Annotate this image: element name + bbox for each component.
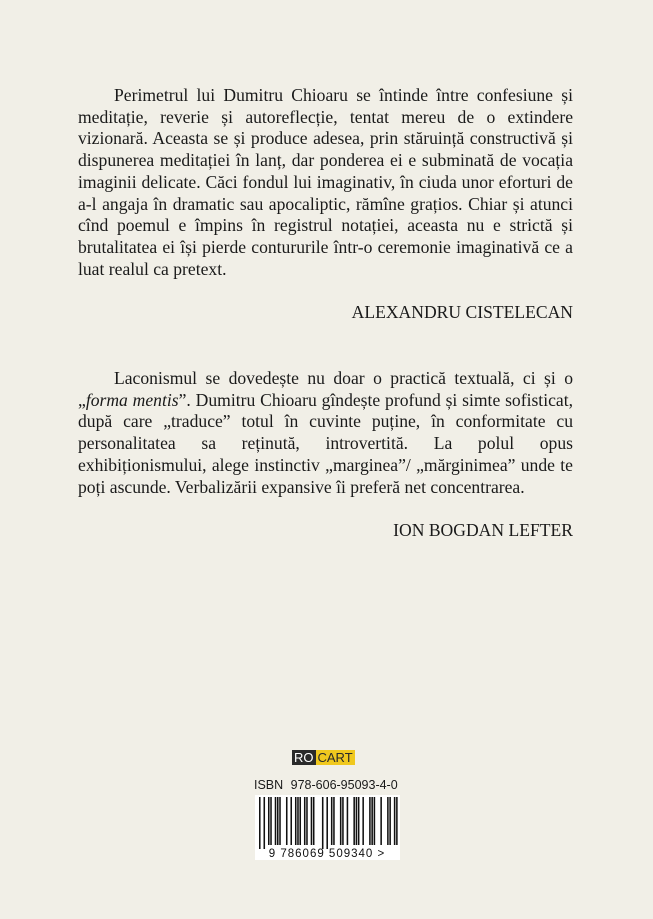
quote-lefter [78, 368, 573, 498]
barcode-bar [387, 797, 389, 845]
barcode-bar [268, 797, 270, 845]
barcode-bar [270, 797, 272, 845]
barcode-bar [279, 797, 281, 845]
barcode-bar [396, 797, 398, 845]
quote-text [78, 368, 573, 498]
barcode-bar [340, 797, 342, 845]
barcode-bar [295, 797, 297, 845]
barcode-bar [306, 797, 308, 845]
isbn-label: ISBN 978-606-95093-4-0 [254, 778, 398, 792]
barcode-bar [311, 797, 313, 845]
barcode-bar [394, 797, 396, 845]
barcode-bar [322, 797, 324, 849]
barcode-bar [371, 797, 373, 845]
publisher-logo-ro: RO [294, 750, 314, 765]
quote-author: ALEXANDRU CISTELECAN [351, 302, 573, 322]
barcode-bar [277, 797, 279, 845]
publisher-logo-cart: CART [317, 750, 353, 765]
barcode-bar [313, 797, 315, 845]
barcode-bar [331, 797, 333, 845]
quote-text-part: Laconismul se dovedește nu doar o practică textuală, ci și o „ [78, 368, 573, 410]
barcode-bar [356, 797, 358, 845]
barcode-bar [380, 797, 382, 845]
barcode-bar [333, 797, 335, 845]
barcode-bar [389, 797, 391, 845]
barcode-bar [275, 797, 277, 845]
barcode-bar [304, 797, 306, 845]
barcode-bar [358, 797, 360, 845]
quote-author: ION BOGDAN LEFTER [393, 520, 573, 540]
barcode-bar [369, 797, 371, 845]
barcode-bar [299, 797, 301, 845]
quote-cistelecan [78, 85, 573, 280]
barcode-bar [326, 797, 328, 849]
barcode-bar [297, 797, 299, 845]
barcode-bar [286, 797, 288, 845]
publisher-logo [292, 750, 355, 765]
barcode-bar [353, 797, 355, 845]
barcode-bar [362, 797, 364, 845]
isbn-barcode [255, 795, 400, 860]
quote-italic-phrase: forma mentis [85, 389, 179, 410]
barcode-bar [374, 797, 376, 845]
quote-text-part: ”. Dumitru Chioaru gîndește profund și simte sofisticat, după care „traduce” totul în cuvinte puține, în conformitate cu personalitatea sa reținută, introvertită. La polul opus exhibiționismului, alege instinctiv „marginea”/ „mărginimea” unde te poți ascunde. Verbalizării expansive îi preferă net concentrarea. [78, 389, 573, 497]
barcode-bar [264, 797, 266, 849]
quote-text: Perimetrul lui Dumitru Chioaru se întinde între confesiune și meditație, reverie și autoreflecție, tentat mereu de o extindere vizionară. Aceasta se și produce adesea, prin stăruință constructivă și dispunerea meditației în lanț, dar ponderea ei e subminată de vocația imaginii delicate. Căci fondul lui imaginativ, în ciuda unor eforturi de a-l angaja în dramatic sau apocaliptic, rămîne grațios. Chiar și atunci cînd poemul e împins în registrul notației, aceasta nu e strictă și brutalitatea ei își pierde contururile într-o ceremonie imaginativă ce a luat realul ca pretext. [78, 85, 573, 279]
barcode-bar [259, 797, 261, 849]
barcode-digits: 9 786069 509340 > [268, 848, 386, 860]
barcode-bar [290, 797, 292, 845]
barcode-bar [347, 797, 349, 845]
barcode-bar [342, 797, 344, 845]
